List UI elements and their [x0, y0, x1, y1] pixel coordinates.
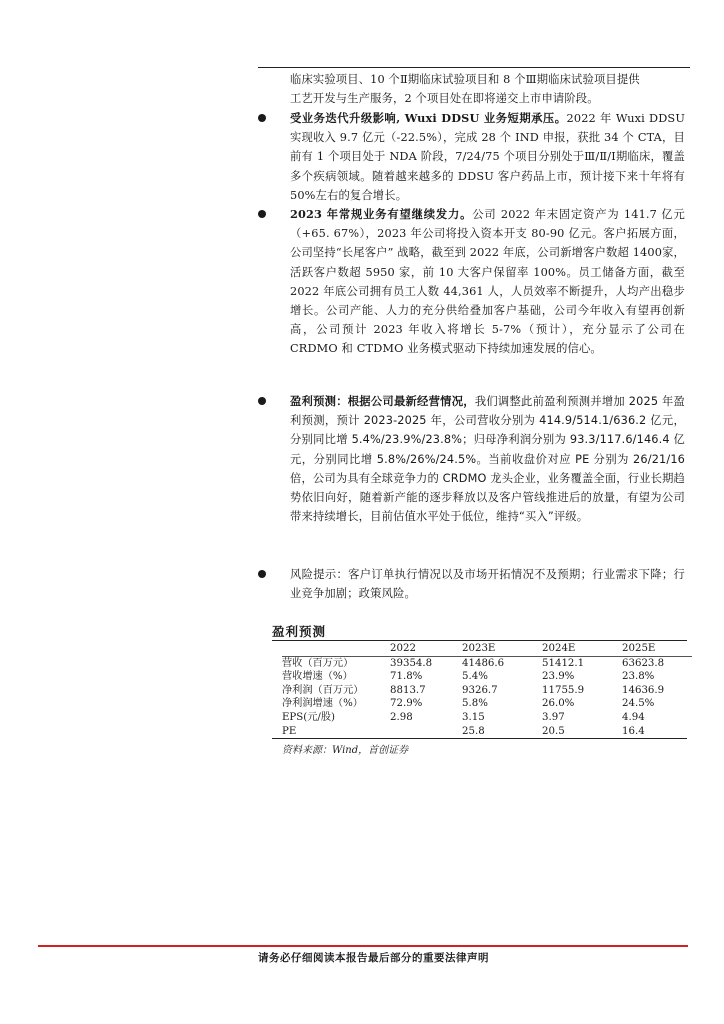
table-cell: 25.8: [462, 725, 485, 737]
table-cell: 11755.9: [542, 684, 585, 696]
table-cell: 39354.8: [390, 657, 433, 669]
table-cell: 71.8%: [390, 671, 423, 683]
header-cell: [282, 642, 390, 656]
footer-rule: [38, 945, 688, 947]
table-cell: 2.98: [390, 711, 413, 723]
bullet-risk: [262, 565, 685, 603]
table-row: [282, 697, 692, 711]
bullet-dot-icon: [258, 210, 266, 218]
row-label: EPS(元/股): [282, 711, 336, 723]
table-row: [282, 711, 692, 725]
table-row: [282, 684, 692, 698]
table-title: 盈利预测: [272, 624, 327, 639]
table-cell: 24.5%: [622, 698, 655, 710]
table-cell: 72.9%: [390, 698, 423, 710]
table-cell: 20.5: [542, 725, 565, 737]
table-row: [282, 670, 692, 684]
bullet-body: 我们调整此前盈利预测并增加 2025 年盈利预测，预计 2023-2025 年，公司营收分别为 414.9/514.1/636.2 亿元，分别同比增 5.4%/23.9%/23.8%；归母净利润分别为 93.3/117.6/146.4 亿元，分别同比增 5.8%/26%/24.5%。当前收盘价对应 PE 分别为 26/21/16 倍，公司为具有全球竞争力的 CRDMO 龙头企业，业务覆盖全面，行业长期趋势依旧向好，随着新产能的逐步释放以及客户管线推进后的放量，有望为公司带来持续增长，目前估值水平处于低位，维持“买入”评级。: [290, 395, 685, 524]
table-cell: 4.94: [622, 711, 645, 723]
bullet-lead: 2023 年常规业务有望继续发力。: [290, 207, 473, 221]
header-cell: 2023E: [462, 642, 542, 656]
bullet-lead: 盈利预测：根据公司最新经营情况，: [290, 395, 475, 408]
table-cell: 63623.8: [622, 657, 665, 669]
top-rule: [258, 67, 690, 68]
header-cell: 2022: [390, 642, 462, 656]
table-top-rule: [272, 640, 687, 641]
table-cell: 26.0%: [542, 698, 575, 710]
bullet-ddsu: [262, 109, 685, 205]
table-cell: 8813.7: [390, 684, 426, 696]
row-label: PE: [282, 725, 297, 737]
table-row: [282, 656, 692, 670]
table-bottom-rule: [272, 738, 687, 739]
bullet-regular-business: [262, 205, 685, 359]
table-cell: 14636.9: [622, 684, 665, 696]
row-label: 营收（百万元）: [282, 657, 354, 669]
intro-line-2: 工艺开发与生产服务，2 个项目处在即将递交上市申请阶段。: [290, 92, 599, 106]
table-cell: 9326.7: [462, 684, 498, 696]
table-cell: 3.97: [542, 711, 565, 723]
table-source-note: 资料来源：Wind，首创证券: [282, 745, 409, 756]
table-cell: 51412.1: [542, 657, 585, 669]
table-header-row: [282, 642, 692, 656]
bullet-body: 2022 年 Wuxi DDSU 实现收入 9.7 亿元（-22.5%），完成 28 个 IND 申报，获批 34 个 CTA，目前有 1 个项目处于 NDA 阶段，7/24/75 个项目分别处于Ⅲ/Ⅱ/Ⅰ期临床，覆盖多个疾病领域。随着越来越多的 DDSU 客户药品上市，预计接下来十年将有 50%左右的复合增长。: [290, 112, 685, 202]
bullet-earnings-forecast: [262, 392, 685, 526]
footer-disclaimer: 请务必仔细阅读本报告最后部分的重要法律声明: [258, 952, 489, 964]
table-cell: 3.15: [462, 711, 485, 723]
table-cell: 5.4%: [462, 671, 488, 683]
bullet-body: 公司 2022 年末固定资产为 141.7 亿元（+65. 67%），2023 年公司将投入资本开支 80-90 亿元。客户拓展方面，公司坚持“长尾客户” 战略，截至到 2022 年底，公司新增客户数超 1400家，活跃客户数超 5950 家，前 10 大客户保留率 100%。员工储备方面，截至 2022 年底公司拥有员工人数 44,361 人，人员效率不断提升，人均产出稳步增长。公司产能、人力的充分供给叠加客户基础，公司今年收入有望再创新高，公司预计 2023 年收入将增长 5-7%（预计），充分显示了公司在 CRDMO 和 CTDMO 业务模式驱动下持续加速发展的信心。: [290, 208, 685, 356]
row-label: 净利润增速（%）: [282, 698, 363, 710]
table-cell: 5.8%: [462, 698, 488, 710]
row-label: 营收增速（%）: [282, 671, 353, 683]
table-cell: 41486.6: [462, 657, 505, 669]
row-label: 净利润（百万元）: [282, 684, 364, 696]
earnings-forecast-table: [282, 642, 692, 738]
bullet-dot-icon: [258, 570, 266, 578]
bullet-body: 风险提示：客户订单执行情况以及市场开拓情况不及预期；行业需求下降；行业竞争加剧；政策风险。: [290, 568, 685, 601]
intro-continuation: [262, 70, 685, 108]
table-cell: 23.8%: [622, 671, 655, 683]
header-cell: 2024E: [542, 642, 622, 656]
table-row: [282, 725, 692, 739]
bullet-dot-icon: [258, 114, 266, 122]
bullet-dot-icon: [258, 397, 266, 405]
table-cell: 16.4: [622, 725, 645, 737]
table-cell: 23.9%: [542, 671, 575, 683]
table-cell: [390, 725, 462, 739]
header-cell: 2025E: [622, 642, 692, 656]
intro-line-1: 临床实验项目、10 个Ⅱ期临床试验项目和 8 个Ⅲ期临床试验项目提供: [290, 73, 640, 86]
bullet-lead: 受业务迭代升级影响, Wuxi DDSU 业务短期承压。: [290, 111, 567, 125]
